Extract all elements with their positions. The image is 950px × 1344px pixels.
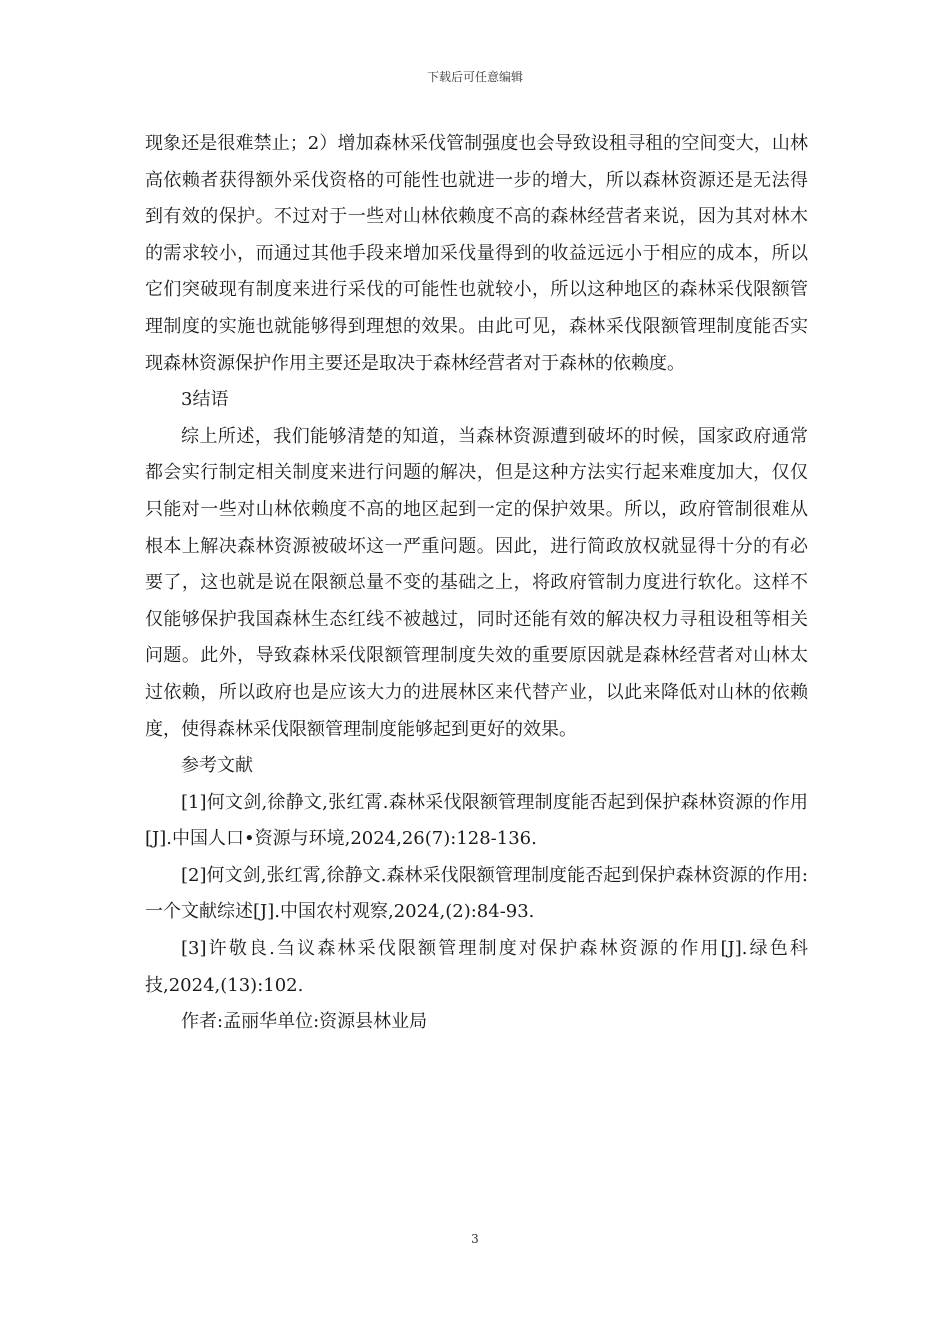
reference-item: [2]何文剑,张红霄,徐静文.森林采伐限额管理制度能否起到保护森林资源的作用:一个文献综述[J].中国农村观察,2024,(2):84-93. [145,864,808,923]
reference-item: [1]何文剑,徐静文,张红霄.森林采伐限额管理制度能否起到保护森林资源的作用[J].中国人口•资源与环境,2024,26(7):128-136. [145,791,808,850]
paragraph-continuation: 现象还是很难禁止；2）增加森林采伐管制强度也会导致设租寻租的空间变大，山林高依赖者获得额外采伐资格的可能性也就进一步的增大，所以森林资源还是无法得到有效的保护。不过对于一些对山林依赖度不高的森林经营者来说，因为其对林木的需求较小，而通过其他手段来增加采伐量得到的收益远远小于相应的成本，所以它们突破现有制度来进行采伐的可能性也就较小，所以这种地区的森林采伐限额管理制度的实施也就能够得到理想的效果。由此可见，森林采伐限额管理制度能否实现森林资源保护作用主要还是取决于森林经营者对于森林的依赖度。 [145,133,808,374]
section-heading: 3结语 [181,389,229,411]
document-body [145,126,808,1041]
page-header: 下载后可任意编辑 [426,70,523,84]
author-line: 作者:孟丽华单位:资源县林业局 [181,1011,428,1033]
references-heading: 参考文献 [181,755,253,777]
page-number: 3 [471,1232,479,1246]
reference-item: [3]许敬良.刍议森林采伐限额管理制度对保护森林资源的作用[J].绿色科技,2024,(13):102. [145,938,808,996]
conclusion-paragraph: 综上所述，我们能够清楚的知道，当森林资源遭到破坏的时候，国家政府通常都会实行制定相关制度来进行问题的解决，但是这种方法实行起来难度加大，仅仅只能对一些对山林依赖度不高的地区起到一定的保护效果。所以，政府管制很难从根本上解决森林资源被破坏这一严重问题。因此，进行简政放权就显得十分的有必要了，这也就是说在限额总量不变的基础之上，将政府管制力度进行软化。这样不仅能够保护我国森林生态红线不被越过，同时还能有效的解决权力寻租设租等相关问题。此外，导致森林采伐限额管理制度失效的重要原因就是森林经营者对山林太过依赖，所以政府也是应该大力的进展林区来代替产业，以此来降低对山林的依赖度，使得森林采伐限额管理制度能够起到更好的效果。 [145,425,808,740]
